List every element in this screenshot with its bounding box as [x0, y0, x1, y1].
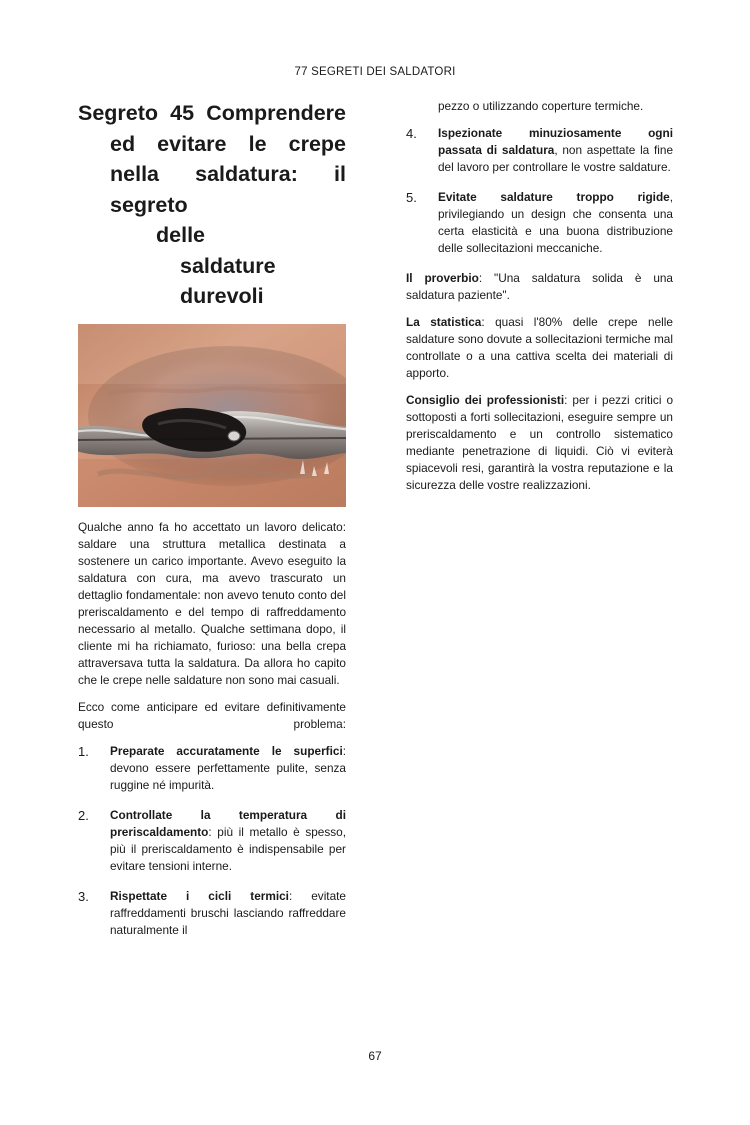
step-heading: Evitate saldature troppo rigide	[438, 190, 670, 204]
page-number: 67	[368, 1049, 382, 1063]
weld-crack-photo	[78, 324, 346, 507]
chapter-title	[78, 98, 346, 312]
advice-label: Consiglio dei professionisti	[406, 393, 565, 407]
list-item	[78, 807, 346, 875]
step-heading: Rispettate i cicli termici	[110, 888, 289, 903]
title-line: nella saldatura: il	[110, 162, 346, 186]
left-column	[78, 98, 346, 952]
step-text: : più il metallo è spesso, più il preriscaldamento è indispensabile per evitare tensioni interne.	[110, 824, 346, 873]
intro-paragraph: Qualche anno fa ho accettato un lavoro delicato: saldare una struttura metallica destinata a sostenere un carico importante. Avevo eseguito la saldatura con cura, ma avevo trascurato un dettaglio fondamentale: non avevo tenuto conto del preriscaldamento e del tempo di raffreddamento necessario al metallo. Qualche settimana dopo, il cliente mi ha richiamato, furioso: una bella crepa attraversava tutta la saldatura. Da allora ho capito che le crepe nelle saldature non sono mai casuali.	[78, 519, 346, 687]
list-item	[406, 189, 673, 257]
title-line: delle	[156, 223, 205, 247]
step-number: 1.	[78, 743, 89, 759]
step-text: , privilegiando un design che consenta una certa elasticità e una buona distribuzione delle sollecitazioni meccaniche.	[438, 190, 673, 255]
title-line: Segreto 45 Comprendere	[78, 101, 346, 125]
proverb-paragraph	[406, 270, 673, 304]
proverb-text: : "Una saldatura solida è una saldatura paziente".	[406, 271, 673, 302]
step-number: 4.	[406, 126, 417, 141]
list-item	[406, 125, 673, 176]
statistic-label: La statistica	[406, 315, 482, 329]
title-line: durevoli	[180, 284, 264, 308]
statistic-text: : quasi l'80% delle crepe nelle saldature sono dovute a sollecitazioni termiche mal controllate o a una cattiva scelta dei materiali di apporto.	[406, 315, 673, 380]
right-column	[406, 98, 673, 504]
title-line: segreto	[110, 192, 188, 217]
list-item	[78, 888, 346, 939]
advice-text: : per i pezzi critici o sottoposti a forti sollecitazioni, eseguire sempre un preriscaldamento e un controllo sistematico mediante penetrazione di liquidi. Ciò vi eviterà spiacevoli resi, garantirà la vostra reputazione e la sicurezza delle vostre realizzazioni.	[406, 393, 673, 492]
step-text: : devono essere perfettamente pulite, senza ruggine né impurità.	[110, 743, 346, 792]
step-continuation: pezzo o utilizzando coperture termiche.	[438, 99, 644, 113]
advice-paragraph	[406, 392, 673, 494]
step-number: 3.	[78, 888, 89, 904]
proverb-label: Il proverbio	[406, 271, 479, 285]
list-item	[78, 743, 346, 794]
statistic-paragraph	[406, 314, 673, 382]
step-text: , non aspettate la fine del lavoro per controllare le vostre saldature.	[438, 143, 674, 174]
lead-paragraph: Ecco come anticipare ed evitare definitivamente questo problema:	[78, 699, 346, 731]
title-line: ed evitare le crepe	[110, 131, 346, 156]
steps-list	[78, 743, 346, 939]
step-heading: Controllate la temperatura di preriscaldamento	[110, 807, 346, 839]
step-number: 5.	[406, 190, 417, 205]
step-number: 2.	[78, 807, 89, 823]
running-header: 77 SEGRETI DEI SALDATORI	[294, 66, 456, 78]
title-line: saldature	[180, 253, 276, 278]
step-heading: Preparate accuratamente le superfici	[110, 743, 343, 758]
steps-list-continued	[406, 125, 673, 257]
step-heading: Ispezionate minuziosamente ogni passata di saldatura	[438, 126, 673, 157]
step-text: : evitate raffreddamenti bruschi lasciando raffreddare naturalmente il	[110, 888, 346, 937]
